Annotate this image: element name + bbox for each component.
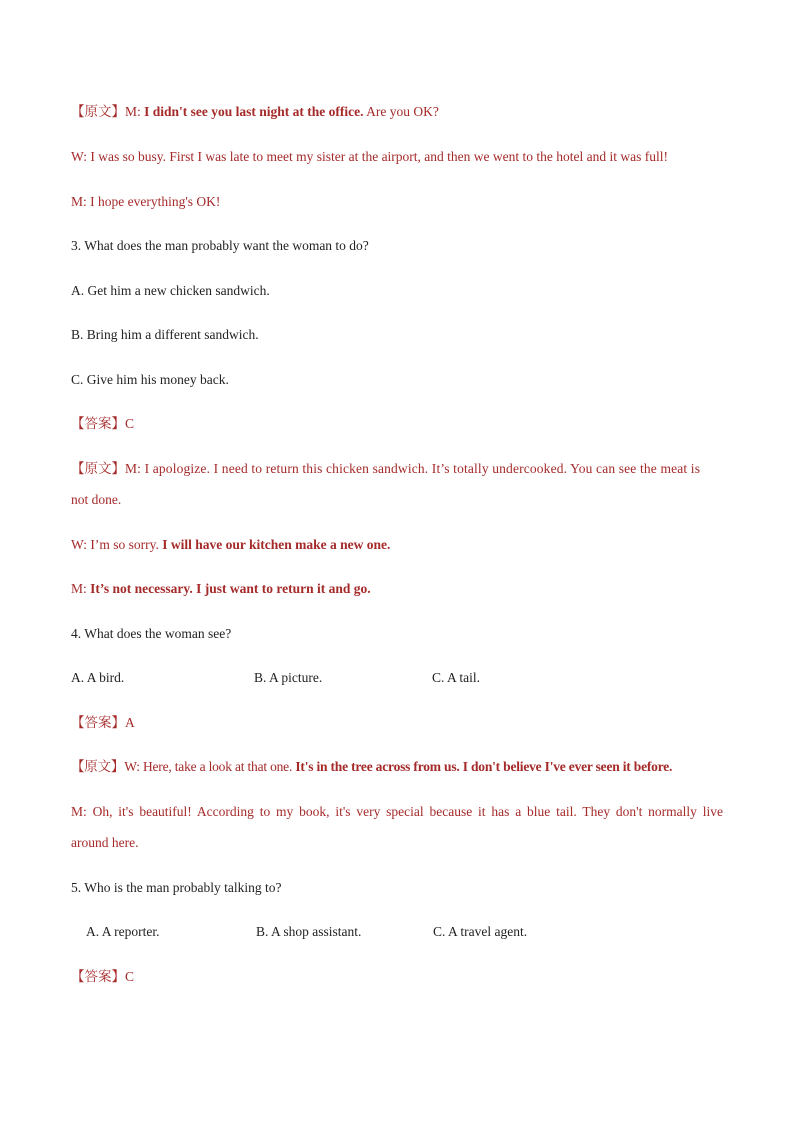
answer-label: 【答案】	[71, 715, 125, 730]
q4-transcript-line-2: M: Oh, it's beautiful! According to my book, it's very special because it has a blue tail. They don't normally live	[71, 804, 723, 819]
key-sentence: It's in the tree across from us. I don't believe I've ever seen it before.	[295, 759, 673, 774]
q5-answer	[71, 968, 723, 986]
transcript-text: Are you OK?	[366, 104, 439, 119]
q3-transcript-line-3	[71, 580, 723, 598]
transcript-text: W: I’m so sorry.	[71, 537, 159, 552]
q5-question: 5. Who is the man probably talking to?	[71, 880, 282, 895]
q5-option-b: B. A shop assistant.	[256, 924, 362, 939]
transcript-label: 【原文】	[71, 759, 125, 774]
q4-option-b: B. A picture.	[254, 670, 323, 685]
q4-option-a: A. A bird.	[71, 670, 125, 685]
transcript-label: 【原文】	[71, 104, 125, 119]
q2-transcript-line-2: W: I was so busy. First I was late to meet my sister at the airport, and then we went to the hotel and it was full!	[71, 149, 668, 164]
q4-answer	[71, 714, 723, 732]
q4-transcript-line-2-cont: around here.	[71, 835, 139, 850]
answer-value: A	[125, 715, 135, 730]
q3-transcript-line-2	[71, 536, 723, 554]
q2-transcript-line-1	[71, 103, 723, 121]
key-sentence: I will have our kitchen make a new one.	[162, 537, 391, 552]
key-sentence: I didn't see you last night at the office.	[144, 104, 364, 119]
answer-value: C	[125, 969, 135, 984]
q3-answer	[71, 415, 723, 433]
q3-transcript-line-1	[71, 460, 723, 478]
q3-option-b: B. Bring him a different sandwich.	[71, 327, 259, 342]
q2-transcript-line-3: M: I hope everything's OK!	[71, 194, 221, 209]
transcript-text: W: Here, take a look at that one.	[124, 759, 293, 774]
q3-transcript-line-1-cont: not done.	[71, 492, 122, 507]
q4-transcript-line-1	[71, 758, 723, 776]
transcript-label: 【原文】	[71, 461, 125, 476]
transcript-text: M: I apologize. I need to return this chicken sandwich. It’s totally undercooked. You can see the meat is	[125, 461, 701, 476]
key-sentence: It’s not necessary. I just want to return it and go.	[90, 581, 371, 596]
speaker: M:	[71, 581, 87, 596]
q4-option-c: C. A tail.	[432, 670, 481, 685]
q3-option-a: A. Get him a new chicken sandwich.	[71, 283, 270, 298]
speaker: M:	[125, 104, 141, 119]
q5-option-c: C. A travel agent.	[433, 924, 528, 939]
q3-question: 3. What does the man probably want the woman to do?	[71, 238, 369, 253]
answer-value: C	[125, 416, 135, 431]
q5-option-a: A. A reporter.	[86, 924, 160, 939]
answer-label: 【答案】	[71, 416, 125, 431]
q4-question: 4. What does the woman see?	[71, 626, 232, 641]
answer-label: 【答案】	[71, 969, 125, 984]
q3-option-c: C. Give him his money back.	[71, 372, 229, 387]
